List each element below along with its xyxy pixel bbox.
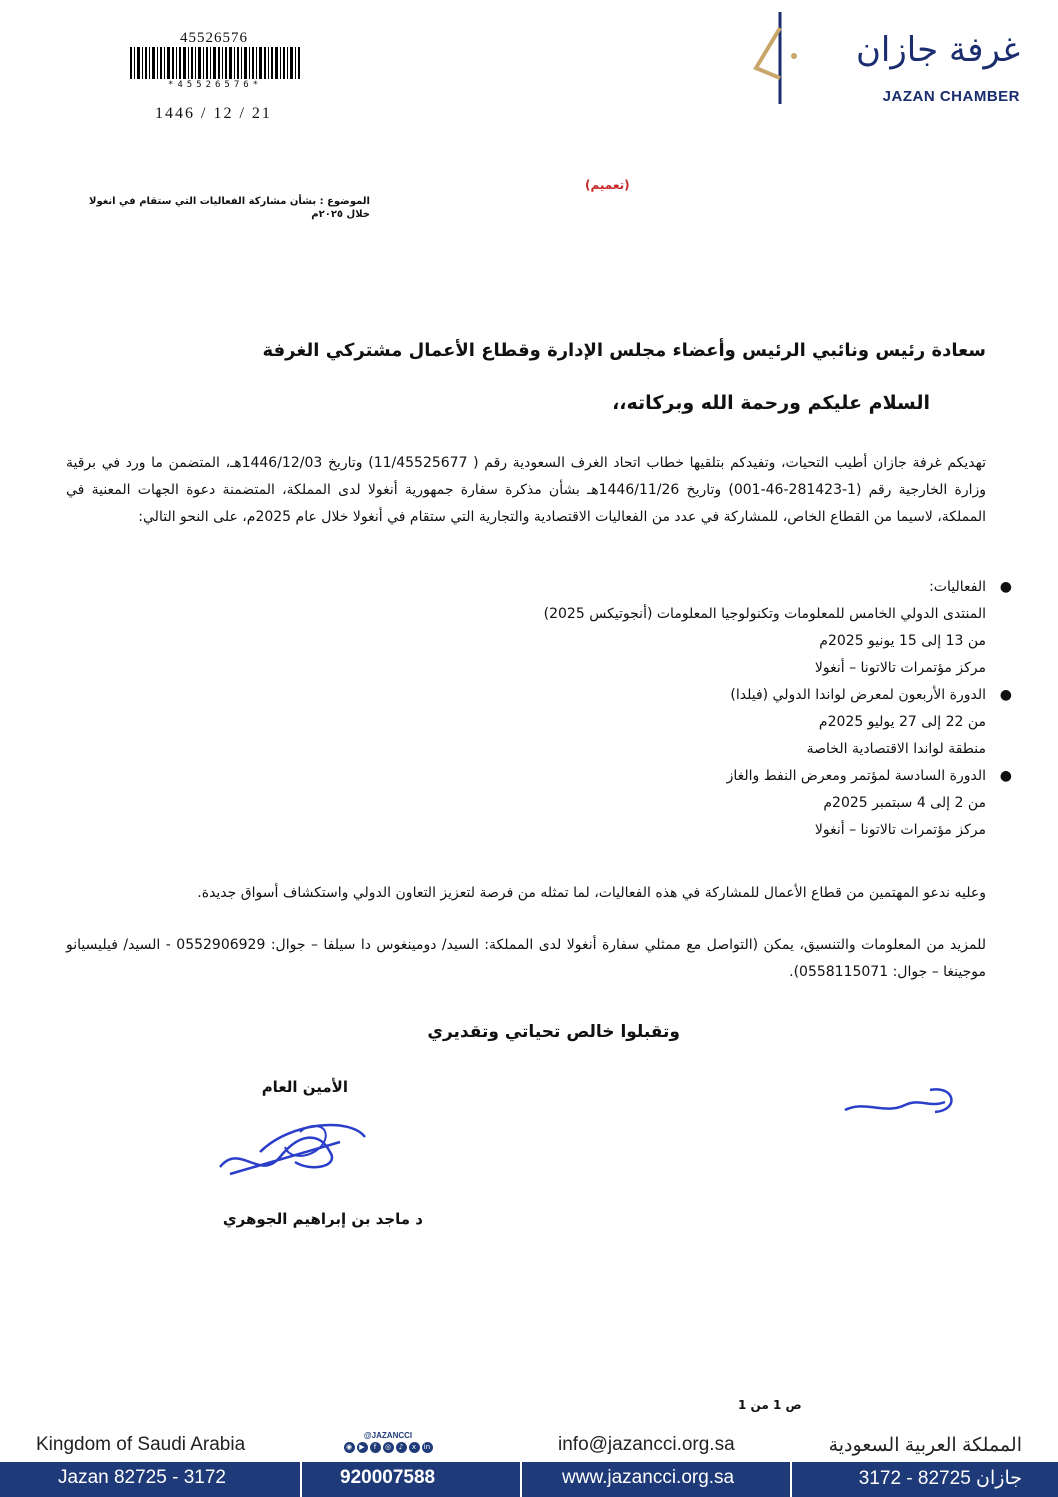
invitation-paragraph: وعليه ندعو المهتمين من قطاع الأعمال للمشاركة في هذه الفعاليات، لما تمثله من فرصة لتعزيز التعاون الدولي واستكشاف أسواق جديدة.: [197, 885, 986, 901]
footer-email[interactable]: info@jazancci.org.sa: [558, 1434, 735, 1455]
signature-image: [200, 1112, 380, 1192]
footer-kingdom-en: Kingdom of Saudi Arabia: [36, 1434, 246, 1455]
greeting: السلام عليكم ورحمة الله وبركاته،،: [612, 392, 930, 414]
footer-social-handle[interactable]: @JAZANCCI: [363, 1431, 413, 1440]
event-3-name: الدورة السادسة لمؤتمر ومعرض النفط والغاز: [726, 768, 986, 784]
footer-city-ar: جازان 82725 - 3172: [858, 1468, 1022, 1489]
subject-line: [80, 195, 370, 221]
page-number: ص 1 من 1: [738, 1398, 802, 1412]
addressee: سعادة رئيس ونائبي الرئيس وأعضاء مجلس الإدارة وقطاع الأعمال مشتركي الغرفة: [262, 340, 986, 361]
event-1-venue: مركز مؤتمرات تالاتونا – أنغولا: [814, 660, 986, 676]
footer-city-en: Jazan 82725 - 3172: [58, 1467, 226, 1488]
event-1-dates: من 13 إلى 15 يونيو 2025م: [819, 633, 986, 649]
event-2-dates: من 22 إلى 27 يوليو 2025م: [818, 714, 986, 730]
subject-line-1: الموضوع : بشأن مشاركة الفعاليات التي ستقام في انغولا: [89, 196, 370, 207]
snapchat-icon[interactable]: ◉: [344, 1442, 355, 1453]
chamber-logo-mark: [748, 8, 808, 108]
linkedin-icon[interactable]: in: [422, 1442, 433, 1453]
events-list: [426, 574, 1012, 844]
footer-social-icons: [340, 1442, 436, 1453]
closing-line: وتقبلوا خالص تحياتي وتقديري: [427, 1022, 680, 1042]
initials-mark: [835, 1080, 965, 1125]
barcode-number: 45526576: [180, 30, 248, 46]
bullet-icon: ●: [999, 768, 1012, 784]
event-2-venue: منطقة لواندا الاقتصادية الخاصة: [806, 741, 986, 757]
youtube-icon[interactable]: ▶: [357, 1442, 368, 1453]
footer-divider: [520, 1462, 522, 1497]
footer-divider: [300, 1462, 302, 1497]
footer-website[interactable]: www.jazancci.org.sa: [562, 1467, 735, 1488]
bullet-icon: ●: [999, 579, 1012, 595]
signatory-name: د ماجد بن إبراهيم الجوهري: [222, 1210, 423, 1228]
tiktok-icon[interactable]: ♪: [396, 1442, 407, 1453]
event-2-name: الدورة الأربعون لمعرض لواندا الدولي (فيلدا): [730, 687, 986, 703]
contact-paragraph: للمزيد من المعلومات والتنسيق، يمكن (التواصل مع ممثلي سفارة أنغولا لدى المملكة: السيد/ دومينغوس دا سيلفا – جوال: 0552906929 - السيد/ فيليسيانو موجينغا – جوال: 0558115071).: [66, 937, 986, 980]
intro-paragraph: تهديكم غرفة جازان أطيب التحيات، وتفيدكم بتلقيها خطاب اتحاد الغرف السعودية رقم ( 11/45525677) وتاريخ 1446/12/03هـ، المتضمن ما ورد في برقية وزارة الخارجية رقم (1-281423-46-001) وتاريخ 1446/11/26هـ بشأن مذكرة سفارة جمهورية أنغولا لدى المملكة، المتضمنة دعوة الجهات المعنية في المملكة، لاسيما من القطاع الخاص، للمشاركة في عدد من الفعاليات الاقتصادية والتجارية التي ستقام في أنغولا خلال عام 2025م، على النحو التالي:: [66, 455, 987, 525]
event-2-row: [426, 682, 1012, 709]
event-3-venue: مركز مؤتمرات تالاتونا – أنغولا: [814, 822, 986, 838]
footer-divider: [790, 1462, 792, 1497]
footer-phone[interactable]: 920007588: [340, 1467, 436, 1488]
hijri-date: 1446 / 12 / 21: [155, 105, 272, 122]
barcode: [130, 47, 300, 79]
events-heading-row: [426, 574, 1012, 601]
event-1-name: المنتدى الدولي الخامس للمعلومات وتكنولوجيا المعلومات (أنجوتيكس 2025): [543, 606, 986, 622]
x-icon[interactable]: x: [409, 1442, 420, 1453]
footer-kingdom-ar: المملكة العربية السعودية: [828, 1435, 1022, 1456]
event-3-dates: من 2 إلى 4 سبتمبر 2025م: [823, 795, 986, 811]
facebook-icon[interactable]: f: [370, 1442, 381, 1453]
circular-label: (تعميم): [585, 178, 630, 192]
chamber-logo-arabic: غرفة جازان: [855, 30, 1020, 70]
bullet-icon: ●: [999, 687, 1012, 703]
signatory-title: الأمين العام: [261, 1078, 348, 1096]
subject-line-2: خلال ٢٠٢٥م: [311, 209, 370, 220]
event-3-row: [426, 763, 1012, 790]
barcode-text: *45526576*: [167, 80, 263, 90]
instagram-icon[interactable]: ◎: [383, 1442, 394, 1453]
chamber-logo-english: JAZAN CHAMBER: [882, 88, 1020, 105]
events-heading: الفعاليات:: [929, 579, 986, 595]
